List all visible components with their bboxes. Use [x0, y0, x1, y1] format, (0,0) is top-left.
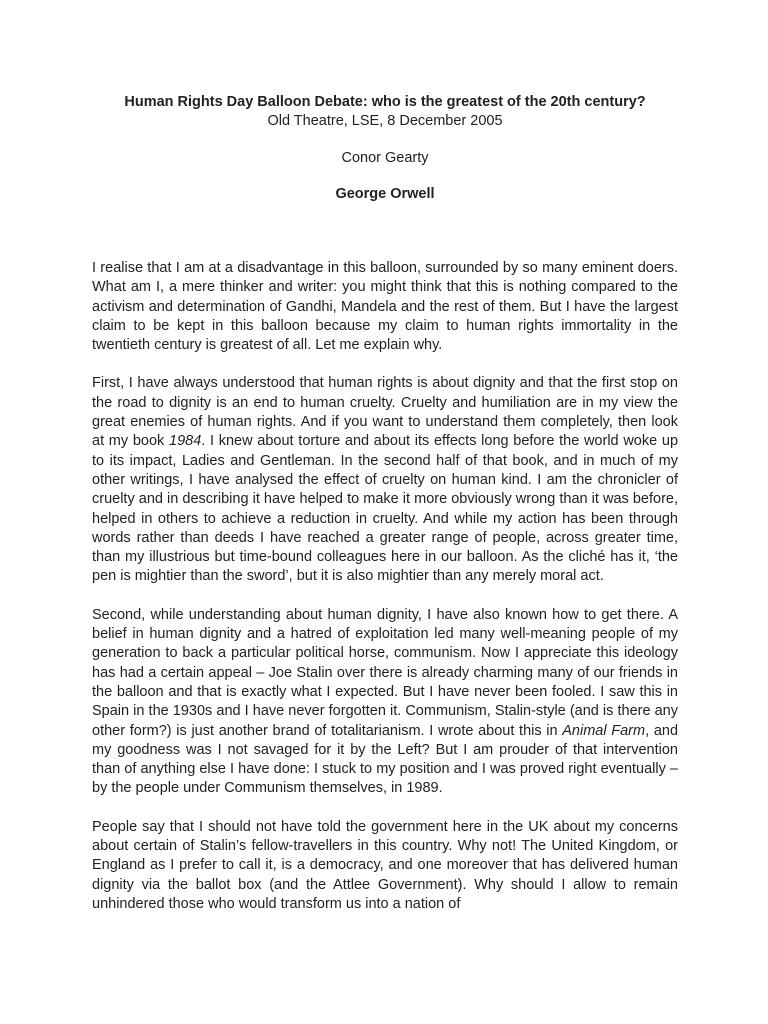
topic-heading: George Orwell [335, 186, 435, 202]
body-paragraph [92, 374, 678, 586]
body-paragraph [92, 259, 678, 355]
book-title: Animal Farm [562, 722, 646, 739]
event-subtitle: Old Theatre, LSE, 8 December 2005 [267, 113, 503, 129]
book-title: 1984 [169, 433, 202, 450]
paragraph-text: I realise that I am at a disadvantage in this balloon, surrounded by so many eminent doers. What am I, a mere thinker and writer: you might think that this is nothing compared to the activism and determination of Gandhi, Mandela and the rest of them. But I have the largest claim to be kept in this balloon because my claim to human rights immortality in the twentieth century is greatest of all. Let me explain why. [92, 260, 678, 354]
paragraph-text: First, I have always understood that human rights is about dignity and that the first stop on the road to dignity is an end to human cruelty. Cruelty and humiliation are in my view the great enemies of human rights. And if you want to understand them completely, then look at my book [92, 375, 678, 450]
document-header [92, 93, 678, 204]
paragraph-text: People say that I should not have told the government here in the UK about my concerns about certain of Stalin’s fellow-travellers in this country. Why not! The United Kingdom, or England as I prefer to call it, is a democracy, and one moreover that has delivered human dignity via the ballot box (and the Attlee Government). Why should I allow to remain unhindered those who would transform us into a nation of [92, 818, 678, 912]
document-body [92, 259, 678, 914]
body-paragraph [92, 818, 678, 914]
paragraph-text: Second, while understanding about human dignity, I have also known how to get there. A belief in human dignity and a hatred of exploitation led many well-meaning people of my generation to back a particular political horse, communism. Now I appreciate this ideology has had a certain appeal – Joe Stalin over there is already charming many of our friends in the balloon and that is exactly what I expected. But I have never been fooled. I saw this in Spain in the 1930s and I have never forgotten it. Communism, Stalin-style (and is there any other form?) is just another brand of totalitarianism. I wrote about this in [92, 606, 678, 739]
author-name: Conor Gearty [341, 150, 429, 166]
paragraph-text: . I knew about torture and about its effects long before the world woke up to its impact, Ladies and Gentleman. In the second half of that book, and in much of my other writings, I have analysed the effect of cruelty on human kind. I am the chronicler of cruelty and in describing it have helped to make it more obviously wrong than it was before, helped in others to achieve a reduction in cruelty. And while my action has been through words rather than deeds I have reached a greater range of people, across greater time, than my illustrious but time-bound colleagues here in our balloon. As the cliché has it, ‘the pen is mightier than the sword’, but it is also mightier than any merely moral act. [92, 433, 679, 585]
body-paragraph [92, 606, 678, 799]
document-title: Human Rights Day Balloon Debate: who is the greatest of the 20th century? [124, 94, 646, 110]
paragraph-text: , and my goodness was I not savaged for it by the Left? But I am prouder of that intervention than of anything else I have done: I stuck to my position and I was proved right eventually – by the people under Communism themselves, in 1989. [92, 722, 679, 797]
